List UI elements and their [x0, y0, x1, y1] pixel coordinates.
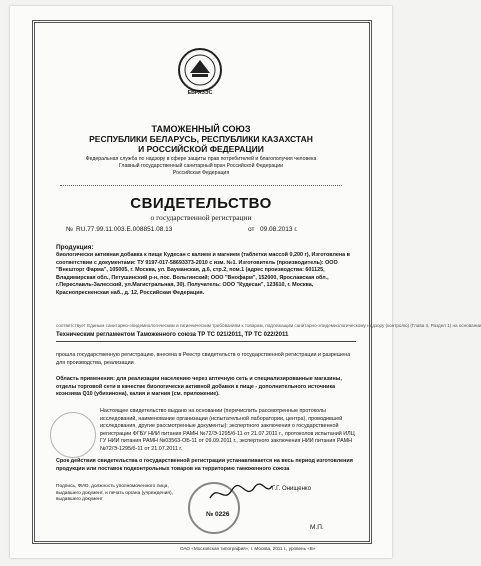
certificate-sheet: [10, 6, 481, 558]
product-description: биологически активная добавка к пище Кудесан с калием и магнием (таблетки массой 0,200 г), Изготовлена в соответствии с документами: ТУ 9197-017-58693373-2010 с изм. №1. Изготовитель (производитель): ООО "Внешторг Фарма", 105005, г. Москва, ул. Бауманская, д.6, стр.2, пом.1 (адрес производства: 601125, Владимирская обл., Петушинский р-н, пос. Вольгинский; ООО "Внофарм", 152000, Ярославская обл., г.Переславль-Залесский, ул.Магистральная, 30). Получатель: ООО "Кудесан", 123610, г. Москва, Краснопресненская наб., д. 12, Российская Федерация.: [56, 252, 350, 296]
validity-statement: Срок действия свидетельства о государственной регистрации устанавливается на весь период изготовления продукции или поставок подконтрольных товаров на территорию таможенного союза: [56, 458, 353, 472]
form-number: № 0226: [206, 511, 230, 518]
official-seal: [188, 482, 240, 534]
emblem-caption: ЕВРАЗЭС: [187, 90, 213, 96]
date-label: от: [248, 226, 255, 233]
union-line-2: РЕСПУБЛИКИ БЕЛАРУСЬ, РЕСПУБЛИКИ КАЗАХСТАН: [89, 134, 313, 144]
union-line-1: ТАМОЖЕННЫЙ СОЮЗ: [151, 124, 251, 134]
registration-number: RU.77.99.11.003.Е.008851.08.13: [76, 226, 173, 233]
agency-line-3: Российская Федерация: [172, 170, 230, 176]
union-line-3: И РОССИЙСКОЙ ФЕДЕРАЦИИ: [138, 144, 264, 154]
registration-statement: прошла государственную регистрацию, внесена в Реестр свидетельств о государственной регистрации и разрешена для производства, реализации: [56, 352, 351, 366]
document-subtitle: о государственной регистрации: [150, 213, 252, 222]
regulation-line: Техническим регламентом Таможенного союза ТР ТС 021/2011, ТР ТС 022/2011: [56, 332, 289, 338]
usage-area: Область применения: для реализации населению через аптечную сеть и специализированные магазины, отделы торговой сети в качестве биологически активной добавки к пище - дополнительного источника коэнзима Q10 (убихинона), калия и магния (см. приложение).: [56, 376, 342, 397]
signatory-caption: Подпись, ФИО, должность уполномоченного лица, выдавшего документ, и печать органа (учреждения), выдавшего документ: [56, 484, 173, 502]
document-title: СВИДЕТЕЛЬСТВО: [130, 195, 272, 212]
agency-line-2: Главный государственный санитарный врач Российской Федерации: [118, 163, 284, 169]
product-label: Продукция:: [56, 244, 94, 251]
conformity-note: соответствует Единым санитарно-эпидемиологическим и гигиеническим требованиям к товарам, подлежащим санитарно-эпидемиологическому надзору (контролю) (Глава II, Раздел 1) на основании: [56, 323, 481, 328]
printer-footer: ОАО «Московская типография», г. Москва, 2011 г., уровень «В»: [180, 546, 316, 551]
regulation-underline: [56, 341, 356, 342]
number-label: №: [66, 226, 73, 233]
header-divider: [60, 185, 342, 186]
signatory-name: Г.Г. Онищенко: [272, 486, 311, 492]
eurasec-emblem-icon: [176, 46, 224, 94]
registration-date: 09.08.2013 г.: [260, 226, 298, 233]
agency-line-1: Федеральная служба по надзору в сфере защиты прав потребителей и благополучия человека: [85, 156, 317, 162]
issuance-basis: Настоящее свидетельство выдано на основании (перечислить рассмотренные протоколы исследований, наименование организации (испытательной лаборатории, центра), проводившей исследования, другие рассмотренные документы): экспертного заключения о государственной регистрации ФГБУ НИИ питания РАМН №72/Э-1295/б-11 от 21.07.2011 г., протоколов испытаний ИЛЦ ГУ НИИ питания РАМН №03563-ОБ-11 от 09.09.2011 г., экспертного заключения НИИ питания РАМН №72/Э-1295/б-11 от 21.07.2011 г.: [100, 408, 355, 452]
inspection-stamp: [50, 412, 96, 458]
seal-mark-label: М.П.: [310, 524, 324, 531]
